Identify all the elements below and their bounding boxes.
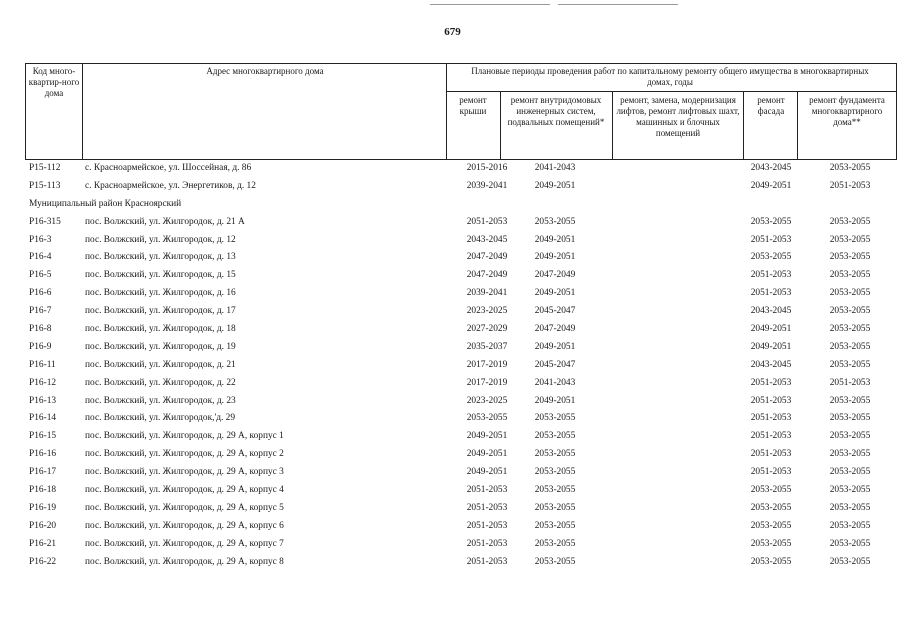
cell-facade: 2043-2045 <box>750 359 792 370</box>
cell-address: пос. Волжский, ул. Жилгородок, д. 29 А, корпус 1 <box>85 431 284 442</box>
cell-foundation: 2053-2055 <box>829 234 871 245</box>
cell-foundation: 2053-2055 <box>829 163 871 173</box>
cell-facade: 2053-2055 <box>750 556 792 567</box>
cell-roof: 2027-2029 <box>466 324 508 335</box>
cell-roof: 2017-2019 <box>466 359 508 370</box>
cell-code: Р16-5 <box>29 270 52 281</box>
cell-engineering: 2053-2055 <box>534 431 576 442</box>
cell-facade: 2049-2051 <box>750 341 792 352</box>
table-left-border <box>25 63 26 160</box>
table-row <box>0 178 905 196</box>
cell-roof: 2017-2019 <box>466 377 508 388</box>
cell-foundation: 2053-2055 <box>829 395 871 406</box>
cell-roof: 2015-2016 <box>466 163 508 173</box>
table-row <box>0 339 905 357</box>
table-row <box>0 428 905 446</box>
header-address: Адрес многоквартирного дома <box>206 66 324 76</box>
cell-engineering: 2045-2047 <box>534 306 576 317</box>
table-top-border <box>25 63 897 64</box>
page-number: 679 <box>444 26 461 38</box>
table-row <box>0 500 905 518</box>
cell-address: пос. Волжский, ул. Жилгородок, д. 22 <box>85 377 236 388</box>
cell-facade: 2053-2055 <box>750 252 792 263</box>
roof-divider <box>500 91 501 160</box>
cell-address: с. Красноармейское, ул. Шоссейная, д. 86 <box>85 163 252 173</box>
cell-address: пос. Волжский, ул. Жилгородок, д. 23 <box>85 395 236 406</box>
cell-engineering: 2053-2055 <box>534 216 576 227</box>
cell-engineering: 2047-2049 <box>534 270 576 281</box>
cell-code: Р16-13 <box>29 395 57 406</box>
table-row <box>0 464 905 482</box>
cell-code: Р16-22 <box>29 556 57 567</box>
cell-address: пос. Волжский, ул. Жилгородок, д. 29 А, корпус 6 <box>85 520 284 531</box>
cell-address: пос. Волжский, ул. Жилгородок, д. 15 <box>85 270 236 281</box>
cell-code: Р16-14 <box>29 413 57 424</box>
cell-address: пос. Волжский, ул. Жилгородок, д. 19 <box>85 341 236 352</box>
cell-roof: 2035-2037 <box>466 341 508 352</box>
cell-address: пос. Волжский, ул. Жилгородок, д. 13 <box>85 252 236 263</box>
table-row <box>0 357 905 375</box>
cell-code: Р15-113 <box>29 180 61 191</box>
cell-roof: 2049-2051 <box>466 467 508 478</box>
cell-code: Р16-20 <box>29 520 57 531</box>
table-row <box>0 410 905 428</box>
cell-engineering: 2053-2055 <box>534 502 576 513</box>
header-engineering: ремонт внутридомовых инженерных систем, подвальных помещений* <box>507 95 605 127</box>
cell-facade: 2051-2053 <box>750 234 792 245</box>
table-code-divider <box>82 63 83 160</box>
cell-foundation: 2053-2055 <box>829 467 871 478</box>
header-roof: ремонт крыши <box>459 95 487 116</box>
cell-code: Р16-15 <box>29 431 57 442</box>
table-row <box>0 267 905 285</box>
cell-code: Р16-19 <box>29 502 57 513</box>
cell-address: пос. Волжский, ул. Жилгородок, д. 29 А, корпус 4 <box>85 485 284 496</box>
cell-roof: 2023-2025 <box>466 395 508 406</box>
section-title: Муниципальный район Красноярский <box>29 198 182 209</box>
cell-code: Р16-8 <box>29 324 52 335</box>
cell-facade: 2043-2045 <box>750 306 792 317</box>
cell-foundation: 2053-2055 <box>829 324 871 335</box>
cell-foundation: 2053-2055 <box>829 520 871 531</box>
table-address-divider <box>446 63 447 160</box>
cell-code: Р16-315 <box>29 216 61 227</box>
cell-address: пос. Волжский, ул. Жилгородок, д. 21 <box>85 359 236 370</box>
table-body <box>0 160 905 571</box>
cell-code: Р16-7 <box>29 306 52 317</box>
cell-code: Р16-18 <box>29 485 57 496</box>
table-row <box>0 536 905 554</box>
cell-roof: 2051-2053 <box>466 556 508 567</box>
header-periods: Плановые периоды проведения работ по капитальному ремонту общего имущества в многоквартирных домах, годы <box>471 66 869 87</box>
cell-foundation: 2053-2055 <box>829 449 871 460</box>
table-row <box>0 214 905 232</box>
cell-facade: 2051-2053 <box>750 288 792 299</box>
cell-roof: 2051-2053 <box>466 485 508 496</box>
cell-address: пос. Волжский, ул. Жилгородок,'д. 29 <box>85 413 236 424</box>
cell-foundation: 2053-2055 <box>829 502 871 513</box>
cell-engineering: 2049-2051 <box>534 288 576 299</box>
cell-engineering: 2053-2055 <box>534 413 576 424</box>
table-row <box>0 482 905 500</box>
cell-roof: 2051-2053 <box>466 520 508 531</box>
table-row <box>0 554 905 572</box>
cell-engineering: 2053-2055 <box>534 520 576 531</box>
cell-engineering: 2049-2051 <box>534 234 576 245</box>
scan-artifact-line <box>558 4 678 5</box>
cell-engineering: 2049-2051 <box>534 395 576 406</box>
cell-engineering: 2053-2055 <box>534 467 576 478</box>
table-row <box>0 160 905 178</box>
cell-facade: 2053-2055 <box>750 520 792 531</box>
lifts-divider <box>743 91 744 160</box>
cell-roof: 2047-2049 <box>466 252 508 263</box>
cell-foundation: 2053-2055 <box>829 538 871 549</box>
cell-code: Р16-12 <box>29 377 57 388</box>
cell-foundation: 2053-2055 <box>829 341 871 352</box>
table-row <box>0 321 905 339</box>
cell-foundation: 2053-2055 <box>829 359 871 370</box>
cell-address: пос. Волжский, ул. Жилгородок, д. 29 А, корпус 3 <box>85 467 284 478</box>
header-facade: ремонт фасада <box>757 95 785 116</box>
section-row <box>0 196 905 214</box>
cell-engineering: 2053-2055 <box>534 556 576 567</box>
cell-code: Р16-3 <box>29 234 52 245</box>
cell-facade: 2051-2053 <box>750 467 792 478</box>
cell-foundation: 2053-2055 <box>829 413 871 424</box>
cell-address: пос. Волжский, ул. Жилгородок, д. 29 А, корпус 8 <box>85 556 284 567</box>
cell-code: Р15-112 <box>29 163 61 173</box>
cell-engineering: 2049-2051 <box>534 252 576 263</box>
cell-engineering: 2041-2043 <box>534 377 576 388</box>
cell-facade: 2051-2053 <box>750 449 792 460</box>
table-row <box>0 285 905 303</box>
engineering-divider <box>612 91 613 160</box>
table-row <box>0 393 905 411</box>
cell-address: пос. Волжский, ул. Жилгородок, д. 17 <box>85 306 236 317</box>
cell-facade: 2051-2053 <box>750 431 792 442</box>
cell-address: пос. Волжский, ул. Жилгородок, д. 21 А <box>85 216 245 227</box>
cell-foundation: 2051-2053 <box>829 377 871 388</box>
cell-roof: 2051-2053 <box>466 502 508 513</box>
cell-facade: 2043-2045 <box>750 163 792 173</box>
periods-subheader-line <box>446 91 897 92</box>
cell-foundation: 2053-2055 <box>829 485 871 496</box>
cell-address: пос. Волжский, ул. Жилгородок, д. 29 А, корпус 2 <box>85 449 284 460</box>
cell-code: Р16-4 <box>29 252 52 263</box>
cell-engineering: 2045-2047 <box>534 359 576 370</box>
cell-address: пос. Волжский, ул. Жилгородок, д. 29 А, корпус 7 <box>85 538 284 549</box>
cell-foundation: 2053-2055 <box>829 306 871 317</box>
table-row <box>0 446 905 464</box>
cell-roof: 2043-2045 <box>466 234 508 245</box>
cell-foundation: 2053-2055 <box>829 216 871 227</box>
cell-roof: 2049-2051 <box>466 449 508 460</box>
cell-foundation: 2053-2055 <box>829 270 871 281</box>
table-row <box>0 375 905 393</box>
cell-engineering: 2053-2055 <box>534 485 576 496</box>
cell-code: Р16-16 <box>29 449 57 460</box>
cell-roof: 2051-2053 <box>466 538 508 549</box>
header-code: Код много-квартир-ного дома <box>28 66 80 98</box>
cell-code: Р16-21 <box>29 538 57 549</box>
cell-address: пос. Волжский, ул. Жилгородок, д. 18 <box>85 324 236 335</box>
cell-roof: 2049-2051 <box>466 431 508 442</box>
cell-address: пос. Волжский, ул. Жилгородок, д. 12 <box>85 234 236 245</box>
cell-roof: 2039-2041 <box>466 180 508 191</box>
cell-facade: 2053-2055 <box>750 216 792 227</box>
cell-facade: 2053-2055 <box>750 485 792 496</box>
table-row <box>0 518 905 536</box>
table-right-border <box>896 63 897 160</box>
cell-foundation: 2053-2055 <box>829 431 871 442</box>
cell-engineering: 2053-2055 <box>534 449 576 460</box>
cell-facade: 2053-2055 <box>750 502 792 513</box>
cell-roof: 2023-2025 <box>466 306 508 317</box>
cell-facade: 2051-2053 <box>750 395 792 406</box>
cell-facade: 2051-2053 <box>750 270 792 281</box>
cell-facade: 2049-2051 <box>750 180 792 191</box>
cell-facade: 2051-2053 <box>750 377 792 388</box>
header-foundation: ремонт фундамента многоквартирного дома** <box>809 95 885 127</box>
cell-facade: 2049-2051 <box>750 324 792 335</box>
cell-facade: 2051-2053 <box>750 413 792 424</box>
cell-engineering: 2049-2051 <box>534 180 576 191</box>
cell-roof: 2051-2053 <box>466 216 508 227</box>
table-row <box>0 232 905 250</box>
cell-roof: 2047-2049 <box>466 270 508 281</box>
cell-foundation: 2053-2055 <box>829 288 871 299</box>
cell-address: с. Красноармейское, ул. Энергетиков, д. 12 <box>85 180 256 191</box>
cell-foundation: 2053-2055 <box>829 556 871 567</box>
cell-roof: 2039-2041 <box>466 288 508 299</box>
cell-facade: 2053-2055 <box>750 538 792 549</box>
header-lifts: ремонт, замена, модернизация лифтов, ремонт лифтовых шахт, машинных и блочных помещений <box>616 95 740 138</box>
cell-engineering: 2047-2049 <box>534 324 576 335</box>
cell-foundation: 2053-2055 <box>829 252 871 263</box>
cell-code: Р16-6 <box>29 288 52 299</box>
cell-roof: 2053-2055 <box>466 413 508 424</box>
cell-code: Р16-9 <box>29 341 52 352</box>
table-row <box>0 303 905 321</box>
scan-artifact-line <box>430 4 550 5</box>
table-row <box>0 249 905 267</box>
cell-engineering: 2049-2051 <box>534 341 576 352</box>
cell-address: пос. Волжский, ул. Жилгородок, д. 16 <box>85 288 236 299</box>
cell-foundation: 2051-2053 <box>829 180 871 191</box>
cell-address: пос. Волжский, ул. Жилгородок, д. 29 А, корпус 5 <box>85 502 284 513</box>
cell-code: Р16-17 <box>29 467 57 478</box>
cell-engineering: 2041-2043 <box>534 163 576 173</box>
cell-engineering: 2053-2055 <box>534 538 576 549</box>
cell-code: Р16-11 <box>29 359 56 370</box>
